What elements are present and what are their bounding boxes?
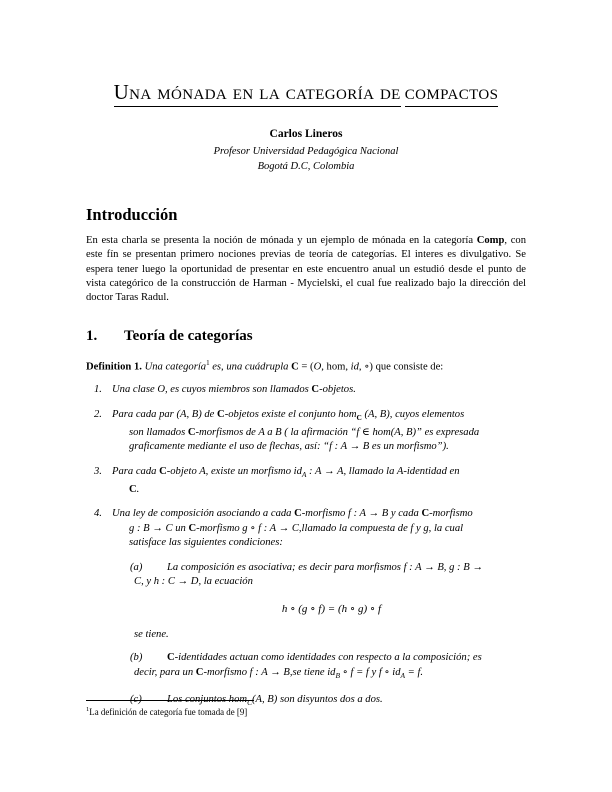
list-item-2-hom-subscript: C: [356, 413, 362, 423]
sublist-item-a: [112, 561, 526, 642]
author-name: Carlos Lineros: [269, 128, 343, 140]
list-item-4-symbol-C-2: C: [421, 508, 430, 520]
title-block: [86, 76, 526, 107]
definition-items-list: [86, 383, 526, 710]
list-item-2-line1-c: (A, B), cuyos elementos: [361, 408, 465, 420]
list-item-4-symbol-C-1: C: [294, 508, 302, 520]
sublist-item-c-hom-subscript: C: [247, 697, 252, 707]
footnote-marker-inline: 1: [206, 359, 210, 368]
list-item-1-text-b: , es cuyos miembros son llamados: [164, 384, 312, 396]
definition-text-e: , ∘) que consiste de:: [358, 362, 444, 374]
author-location: Bogotá D.C, Colombia: [257, 161, 355, 172]
intro-paragraph: [86, 234, 526, 305]
list-item-4-line3: satisface las siguientes condiciones:: [129, 537, 283, 549]
list-item-4-line2-b: -morfismo g ∘ f : A → C,llamado la compuesta de f y g, la cual: [196, 522, 464, 534]
symbol-id: id: [350, 362, 359, 374]
list-item-4-line1-a: Una ley de composición asociando a cada: [112, 508, 295, 520]
list-item-4: [86, 507, 526, 710]
list-item-2-marker: 2.: [94, 408, 102, 420]
sublist-item-b-symbol-C-1: C: [167, 652, 175, 664]
sublist-item-a-marker: (a): [130, 561, 143, 573]
list-item-3-line1-b: -objeto A, existe un morfismo id: [166, 465, 302, 477]
heading-section-1: [86, 327, 526, 346]
footnote-body: La definición de categoría fue tomada de [9]: [89, 706, 248, 717]
sublist-item-b-line2: [134, 666, 526, 684]
footnote-text: [86, 704, 526, 718]
document-title-line-2: compactos: [405, 79, 499, 107]
list-item-3: [86, 465, 526, 497]
list-item-3-id-subscript: A: [301, 469, 307, 479]
list-item-2-symbol-C-1: C: [217, 408, 225, 420]
sublist-item-b-line1: -identidades actuan como identidades con respecto a la composición; es: [174, 652, 482, 664]
definition-text-c: = (: [298, 362, 314, 374]
list-item-2: [86, 408, 526, 455]
list-item-4-marker: 4.: [94, 508, 102, 520]
definition-label: Definition 1.: [86, 362, 142, 374]
list-item-3-marker: 3.: [94, 465, 102, 477]
symbol-category-C: C: [291, 362, 299, 374]
sublist-item-b-line2-d: = f.: [405, 666, 424, 678]
list-item-1-text-c: -objetos.: [319, 384, 356, 396]
list-item-3-symbol-C-2: C: [129, 483, 137, 495]
sublist-item-b: [112, 651, 526, 683]
definition-text-d: , hom,: [321, 362, 351, 374]
sublist-item-b-line2-a: decir, para un: [134, 666, 196, 678]
heading-introduccion: Introducción: [86, 205, 178, 224]
intro-text-part2: , con este fín se presentan primero nociones previas de teoría de categorías. El interes es divulgativo. Se espera tener luego la oportunidad de presentar en este encuentro anual un estudió desde el punto de vista categórico de la construcción de Harman - Mycielski, el cual fue realizado bajo la dirección del doctor Taras Radul.: [86, 235, 526, 304]
list-item-2-line3: graficamente mediante el uso de flechas, así: “f : A → B es un morfismo”).: [129, 441, 449, 453]
list-item-4-line2-a: g : B → C un: [129, 522, 189, 534]
definition-text-b: es, una cuádrupla: [209, 362, 292, 374]
sublist-item-b-marker: (b): [130, 652, 143, 664]
author-affiliation: Profesor Universidad Pedagógica Nacional: [213, 146, 399, 157]
definition-subitems-list: [112, 561, 526, 710]
list-item-1-symbol-O: O: [157, 384, 165, 396]
author-block: [86, 127, 526, 174]
list-item-1: [86, 383, 526, 398]
list-item-4-line1-c: -morfismo: [429, 508, 473, 520]
list-item-2-line1-a: Para cada par (A, B) de: [112, 408, 218, 420]
list-item-1-marker: 1.: [94, 384, 102, 396]
displayed-equation-associativity: h ∘ (g ∘ f) = (h ∘ g) ∘ f: [281, 603, 382, 616]
list-item-4-symbol-C-3: C: [188, 522, 197, 534]
sublist-item-c-marker: (c): [130, 693, 142, 705]
document-title-line-1: Una mónada en la categoría de: [114, 79, 401, 107]
sublist-item-a-line1: La composición es asociativa; es decir para morfismos f : A → B, g : B →: [167, 561, 483, 573]
sublist-item-c-text-b: (A, B) son disyuntos dos a dos.: [252, 693, 383, 705]
footnote-number: 1: [86, 706, 90, 713]
list-item-3-symbol-C-1: C: [159, 465, 167, 477]
sublist-item-c-text-a: Los conjuntos hom: [167, 693, 248, 705]
sublist-item-a-line2: C, y h : C → D, la ecuación: [134, 576, 253, 588]
list-item-4-line1-b: -morfismo f : A → B y cada: [301, 508, 422, 520]
symbol-objects-O: O: [313, 362, 322, 374]
page-content: [86, 0, 526, 720]
list-item-3-line1-a: Para cada: [112, 465, 160, 477]
list-item-3-line2: [112, 483, 526, 498]
sublist-item-b-line2-c: ∘ f = f y f ∘ id: [340, 666, 401, 678]
definition-1: [86, 356, 526, 375]
list-item-4-line2: [112, 522, 526, 537]
sublist-item-b-line2-b: -morfismo f : A → B,se tiene id: [203, 666, 336, 678]
section-number: 1.: [86, 328, 98, 345]
list-item-2-line1-b: -objetos existe el conjunto hom: [224, 408, 357, 420]
list-item-3-line2-b: .: [136, 483, 140, 495]
sublist-item-b-idA-subscript: A: [400, 670, 406, 680]
list-item-2-line2-a: son llamados: [129, 426, 188, 438]
intro-bold-comp: Comp: [476, 235, 505, 246]
definition-text-a: Una categoría: [141, 362, 207, 374]
sublist-item-b-symbol-C-2: C: [195, 666, 204, 678]
list-item-3-line1-c: : A → A, llamado la A-identidad en: [306, 465, 460, 477]
sublist-item-b-idB-subscript: B: [335, 670, 340, 680]
list-item-1-text-a: Una clase: [112, 384, 158, 396]
list-item-2-symbol-C-2: C: [187, 426, 196, 438]
list-item-1-symbol-C: C: [311, 384, 320, 396]
footnote-rule: [86, 700, 254, 701]
intro-text-part1: En esta charla se presenta la noción de mónada y un ejemplo de mónada en la categoría: [86, 235, 477, 246]
list-item-2-line2-b: -morfismos de A a B ( la afirmación “f ∈ hom(A, B)” es expresada: [195, 426, 480, 438]
section-title: Teoría de categorías: [124, 328, 253, 345]
list-item-2-line2: [112, 426, 526, 441]
sublist-item-a-after: se tiene.: [134, 628, 169, 640]
